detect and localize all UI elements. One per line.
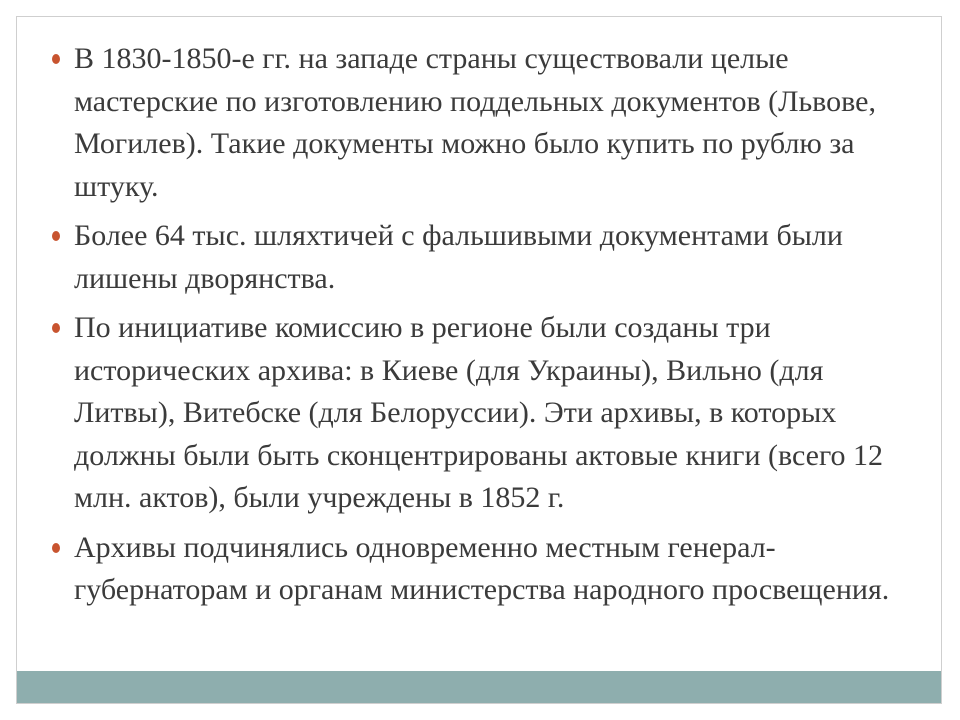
bullet-text: Более 64 тыс. шляхтичей с фальшивыми документами были лишены дворянства. (74, 219, 843, 295)
bullet-icon (52, 231, 60, 241)
bullet-text: По инициативе комиссию в регионе были созданы три исторических архива: в Киеве (для Украины), Вильно (для Литвы), Витебске (для Белоруссии). Эти архивы, в которых должны были быть сконцентрированы актовые книги (всего 12 млн. актов), были учреждены в 1852 г. (74, 311, 884, 514)
bullet-item (52, 38, 922, 208)
bullet-text: Архивы подчинялись одновременно местным генерал-губернаторам и органам министерства народного просвещения. (74, 530, 890, 606)
bullet-item (52, 307, 922, 520)
bullet-text: В 1830-1850-е гг. на западе страны существовали целые мастерские по изготовлению поддельных документов (Львове, Могилев). Такие документы можно было купить по рублю за штуку. (74, 42, 876, 203)
bullet-item (52, 527, 922, 612)
bullet-item (52, 215, 922, 300)
bullet-icon (52, 323, 60, 333)
bullet-list (52, 38, 922, 619)
bullet-icon (52, 543, 60, 553)
bullet-icon (52, 54, 60, 64)
footer-bar (17, 671, 941, 703)
